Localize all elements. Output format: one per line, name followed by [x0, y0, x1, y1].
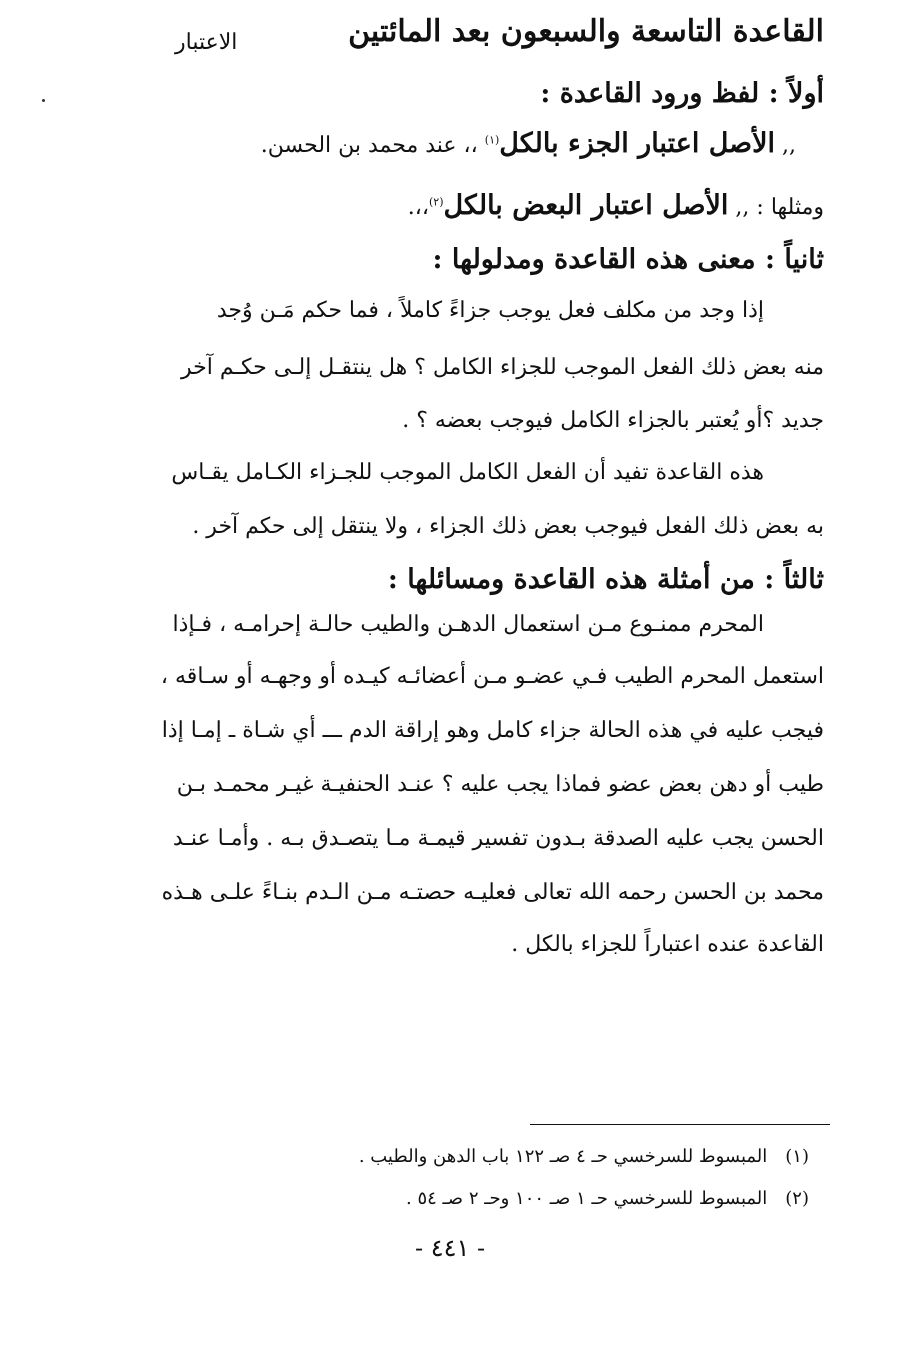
footnote-2 [406, 1188, 809, 1209]
section3-line-4: طيب أو دهن بعض عضو فماذا يجب عليه ؟ عنـد الحنفيـة غيـر محمـد بـن [176, 772, 824, 797]
footnote-1-number: (١) [785, 1146, 809, 1167]
section3-line-5: الحسن يجب عليه الصدقة بـدون تفسير قيمـة مـا يتصـدق بـه . وأمـا عنـد [172, 826, 824, 851]
section2-line-1: إذا وجد من مكلف فعل يوجب جزاءً كاملاً ، فما حكم مَـن وُجد [216, 298, 764, 323]
section2-line-3: جديد ؟أو يُعتبر بالجزاء الكامل فيوجب بعضه ؟ . [402, 408, 824, 433]
rule-statement-2 [132, 190, 824, 221]
footnote-ref-1: (١) [484, 133, 500, 147]
section3-heading: ثالثاً : من أمثلة هذه القاعدة ومسائلها : [387, 564, 824, 595]
rule-statement-1 [130, 128, 796, 159]
page-header-topic: الاعتبار [175, 30, 238, 55]
footnote-1-text: المبسوط للسرخسي حـ ٤ صـ ١٢٢ باب الدهن والطيب . [358, 1146, 768, 1167]
rule1-open-quote: ,, [775, 133, 796, 158]
section1-heading: أولاً : لفظ ورود القاعدة : [540, 78, 824, 109]
scan-speck [42, 99, 45, 102]
page-number: - ٤٤١ - [415, 1234, 486, 1262]
section3-line-2: استعمل المحرم الطيب فـي عضـو مـن أعضائـه كيـده أو وجهـه أو سـاقه ، [160, 664, 824, 689]
footnote-ref-2: (٢) [428, 195, 444, 209]
section2-line-5: به بعض ذلك الفعل فيوجب بعض ذلك الجزاء ، ولا ينتقل إلى حكم آخر . [192, 514, 824, 539]
rule1-text: الأصل اعتبار الجزء بالكل [499, 128, 776, 159]
section3-line-7: القاعدة عنده اعتباراً للجزاء بالكل . [511, 932, 824, 957]
section2-line-4: هذه القاعدة تفيد أن الفعل الكامل الموجب للجـزاء الكـامل يقـاس [171, 460, 764, 485]
page-header-title: القاعدة التاسعة والسبعون بعد المائتين [348, 14, 824, 49]
rule2-close: ،،. [407, 195, 429, 220]
footnote-1 [359, 1146, 809, 1167]
footnote-2-number: (٢) [785, 1188, 809, 1209]
footnote-2-text: المبسوط للسرخسي حـ ١ صـ ١٠٠ وحـ ٢ صـ ٥٤ . [406, 1188, 768, 1209]
section3-line-1: المحرم ممنـوع مـن استعمال الدهـن والطيب حالـة إحرامـه ، فـإذا [172, 612, 764, 637]
rule2-text: الأصل اعتبار البعض بالكل [443, 190, 729, 221]
section3-line-6: محمد بن الحسن رحمه الله تعالى فعليـه حصتـه مـن الـدم بنـاءً علـى هـذه [161, 880, 824, 905]
footnote-divider [530, 1124, 830, 1125]
section2-heading: ثانياً : معنى هذه القاعدة ومدلولها : [432, 244, 824, 275]
rule1-close: ،، عند محمد بن الحسن. [260, 133, 485, 158]
section3-line-3: فيجب عليه في هذه الحالة جزاء كامل وهو إراقة الدم ـــ أي شـاة ـ إمـا إذا [161, 718, 824, 743]
section2-line-2: منه بعض ذلك الفعل الموجب للجزاء الكامل ؟ هل ينتقـل إلـى حكـم آخر [181, 355, 824, 380]
rule2-prefix: ومثلها : ,, [728, 195, 824, 220]
